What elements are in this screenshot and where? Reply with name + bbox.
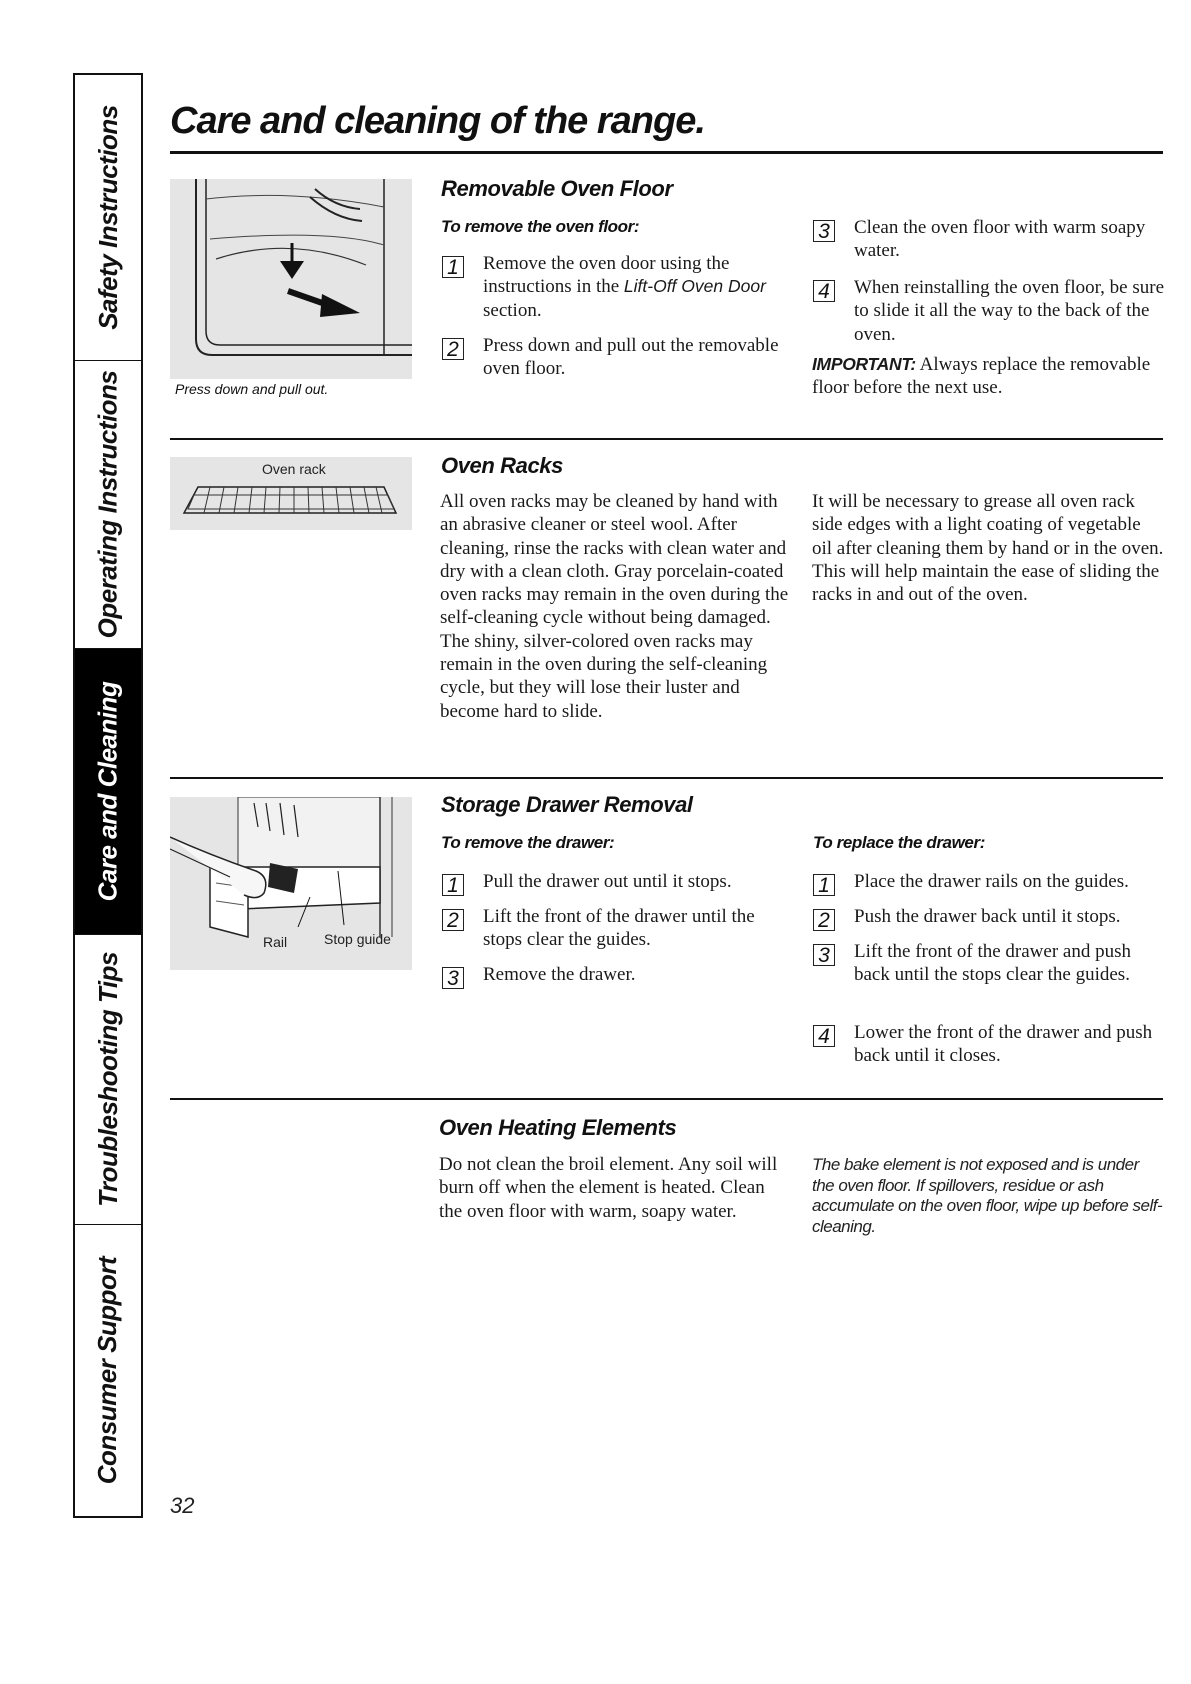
heating-elements-heading: Oven Heating Elements: [439, 1115, 677, 1140]
section-sidebar: [73, 73, 143, 1518]
step-text: Pull the drawer out until it stops.: [483, 871, 732, 892]
tab-troubleshooting-tips[interactable]: Troubleshooting Tips: [75, 935, 141, 1225]
storage-drawer-figure: [170, 797, 412, 970]
step-number: 3: [813, 944, 835, 966]
oven-racks-paragraph-right: It will be necessary to grease all oven rack side edges with a light coating of vegetable oil after cleaning them by hand or in the oven. This will help maintain the ease of sliding the racks in and out of the oven.: [812, 491, 1164, 606]
step-text: Remove the oven door using the instructions in the Lift-Off Oven Door section.: [483, 253, 766, 321]
tab-safety-instructions[interactable]: Safety Instructions: [75, 75, 141, 361]
heating-elements-note: The bake element is not exposed and is under the oven floor. If spillovers, residue or ash accumulate on the oven floor, wipe up before self-cleaning.: [812, 1155, 1163, 1236]
oven-floor-subheading: To remove the oven floor:: [441, 217, 640, 236]
step-text: Lift the front of the drawer until the stops clear the guides.: [483, 906, 755, 951]
step-number: 3: [813, 220, 835, 242]
remove-drawer-subheading: To remove the drawer:: [441, 833, 615, 852]
step-number: 3: [442, 967, 464, 989]
step-number: 4: [813, 1025, 835, 1047]
storage-drawer-heading: Storage Drawer Removal: [441, 792, 693, 817]
stop-guide-label: Stop guide: [324, 931, 391, 947]
oven-floor-figure: [170, 179, 412, 379]
tab-operating-instructions[interactable]: Operating Instructions: [75, 361, 141, 649]
section-divider: [170, 1098, 1163, 1100]
oven-floor-heading: Removable Oven Floor: [441, 176, 673, 201]
step-number: 1: [813, 874, 835, 896]
step-number: 4: [813, 280, 835, 302]
page-number: 32: [170, 1493, 195, 1518]
oven-rack-figure: [170, 457, 412, 530]
oven-floor-illustration: [170, 179, 412, 379]
replace-drawer-subheading: To replace the drawer:: [813, 833, 985, 852]
step-number: 1: [442, 256, 464, 278]
tab-care-and-cleaning[interactable]: Care and Cleaning: [75, 649, 141, 935]
step-number: 2: [813, 909, 835, 931]
step-text: Place the drawer rails on the guides.: [854, 871, 1129, 892]
step-text: Lift the front of the drawer and push back until the stops clear the guides.: [854, 941, 1131, 986]
oven-floor-caption: Press down and pull out.: [175, 381, 329, 397]
step-text: Clean the oven floor with warm soapy water.: [854, 217, 1146, 262]
step-number: 2: [442, 338, 464, 360]
oven-floor-important-note: IMPORTANT: Always replace the removable floor before the next use.: [812, 354, 1151, 399]
heating-elements-paragraph: Do not clean the broil element. Any soil will burn off when the element is heated. Clean the oven floor with warm, soapy water.: [439, 1154, 778, 1222]
step-number: 2: [442, 909, 464, 931]
step-text: Lower the front of the drawer and push back until it closes.: [854, 1022, 1153, 1067]
step-text: When reinstalling the oven floor, be sure to slide it all the way to the back of the oven.: [854, 277, 1165, 345]
step-number: 1: [442, 874, 464, 896]
step-text: Push the drawer back until it stops.: [854, 906, 1121, 927]
step-text: Press down and pull out the removable oven floor.: [483, 335, 779, 380]
page-title: Care and cleaning of the range.: [170, 100, 705, 142]
oven-racks-paragraph-left: All oven racks may be cleaned by hand with an abrasive cleaner or steel wool. After cleaning, rinse the racks with clean water and dry with a clean cloth. Gray porcelain-coated oven racks may remain in the oven during the self-cleaning cycle without being damaged. The shiny, silver-colored oven racks may remain in the oven during the self-cleaning cycle, but they will lose their luster and become hard to slide.: [440, 491, 789, 722]
step-text: Remove the drawer.: [483, 964, 636, 985]
title-rule: [170, 151, 1163, 154]
oven-racks-heading: Oven Racks: [441, 453, 563, 478]
oven-rack-label: Oven rack: [262, 461, 326, 477]
section-divider: [170, 777, 1163, 779]
rail-label: Rail: [263, 934, 288, 950]
tab-consumer-support[interactable]: Consumer Support: [92, 1256, 123, 1485]
section-divider: [170, 438, 1163, 440]
